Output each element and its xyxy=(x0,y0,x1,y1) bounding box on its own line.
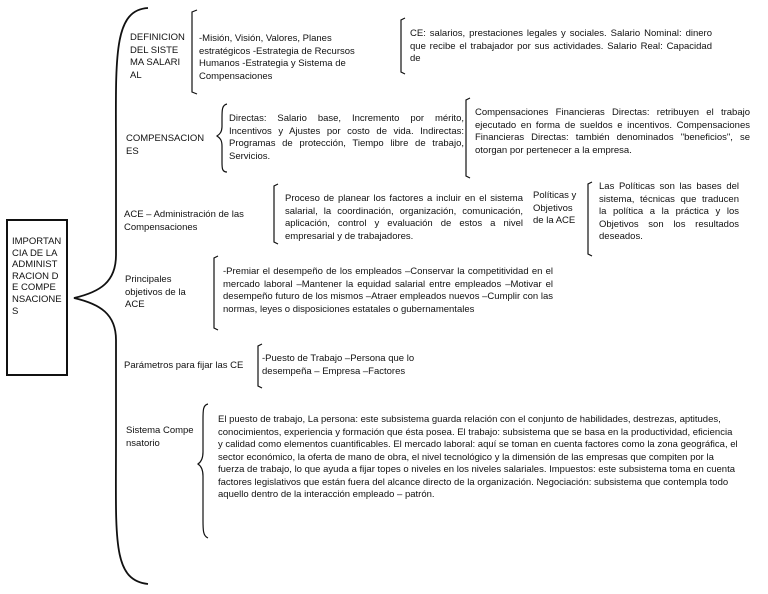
sistema-label: Sistema Compensatorio xyxy=(126,425,194,449)
definicion-label: DEFINICION DEL SISTEMA SALARIAL xyxy=(130,32,185,81)
objetivos-label: Principales objetivos de la ACE xyxy=(125,274,186,310)
ace-body: Proceso de planear los factores a incluir en el sistema salarial, la coordinación, organización, comunicación, aplicación, control y evaluación de estos a nivel empresarial y de trabajadores. xyxy=(285,193,523,242)
root-topic-title: IMPORTANCIA DE LA ADMINISTRACION DE COMPENSACIONES xyxy=(12,236,62,317)
definicion-sub: CE: salarios, prestaciones legales y sociales. Salario Nominal: dinero que recibe el trabajador por sus actividades. Salario Real: Capacidad de xyxy=(410,28,712,64)
brace-compensaciones xyxy=(217,104,227,172)
sistema-body: El puesto de trabajo, La persona: este subsistema guarda relación con el conjunto de habilidades, destrezas, aptitudes, conocimientos, experiencia y formación que ésta posea. El trabajo: subsistema que se basa en la productividad, eficiencia y calidad como elementos cuantificables. El mercado laboral: aquí se toman en cuenta factores como la zona geográfica, el sector económico, la oferta de mano de obra, el nivel tecnológico y la dimensión de las empresas que compiten por la fuerza de trabajo, lo que ayuda a fijar topes o niveles en los niveles salariales. Impuestos: este subsistema toma en cuenta factores legislativos que están fuera del alcance directo de la organización. Negociación: subsistema que contempla todo aquello dentro de la interacción empleado – patrón. xyxy=(218,414,738,500)
politicas-label: Políticas y Objetivos de la ACE xyxy=(533,190,577,226)
brace-politicas xyxy=(588,182,592,256)
parametros-label: Parámetros para fijar las CE xyxy=(124,360,244,371)
brace-ace xyxy=(274,184,278,244)
brace-sistema xyxy=(198,404,208,538)
brace-ce xyxy=(401,18,405,74)
parametros-body: -Puesto de Trabajo –Persona que lo desempeña – Empresa –Factores xyxy=(262,353,415,377)
politicas-body: Las Políticas son las bases del sistema, técnicas que traducen la política a la práctica y los Objetivos son los resultados deseados. xyxy=(599,181,739,242)
compensaciones-sub: Compensaciones Financieras Directas: retribuyen el trabajo ejecutado en forma de sueldos e incentivos. Compensaciones Financieras Directas: también denominados "beneficios", se otorgan por pertenecer a la empresa. xyxy=(475,107,750,156)
ace-label: ACE – Administración de las Compensaciones xyxy=(124,209,244,233)
compensaciones-body: Directas: Salario base, Incremento por mérito, Incentivos y Ajustes por costo de vida. Indirectas: Programas de protección, Tiempo libre de trabajo, Servicios. xyxy=(229,113,464,162)
brace-objetivos xyxy=(214,256,218,330)
brace-definicion xyxy=(192,10,197,94)
brace-compensaciones-sub xyxy=(466,98,470,178)
definicion-body: -Misión, Visión, Valores, Planes estratégicos -Estrategia de Recursos Humanos -Estrategia y Sistema de Compensaciones xyxy=(199,33,355,82)
root-topic-box xyxy=(6,219,68,376)
compensaciones-label: COMPENSACIONES xyxy=(126,133,205,157)
objetivos-body: -Premiar el desempeño de los empleados –Conservar la competitividad en el mercado laboral –Mantener la equidad salarial entre empleados –Motivar el desempeño futuro de los mismos –Atraer empleados nuevos –Cumplir con las normas, leyes o disposiciones estatales o gubernamentales xyxy=(223,266,553,315)
